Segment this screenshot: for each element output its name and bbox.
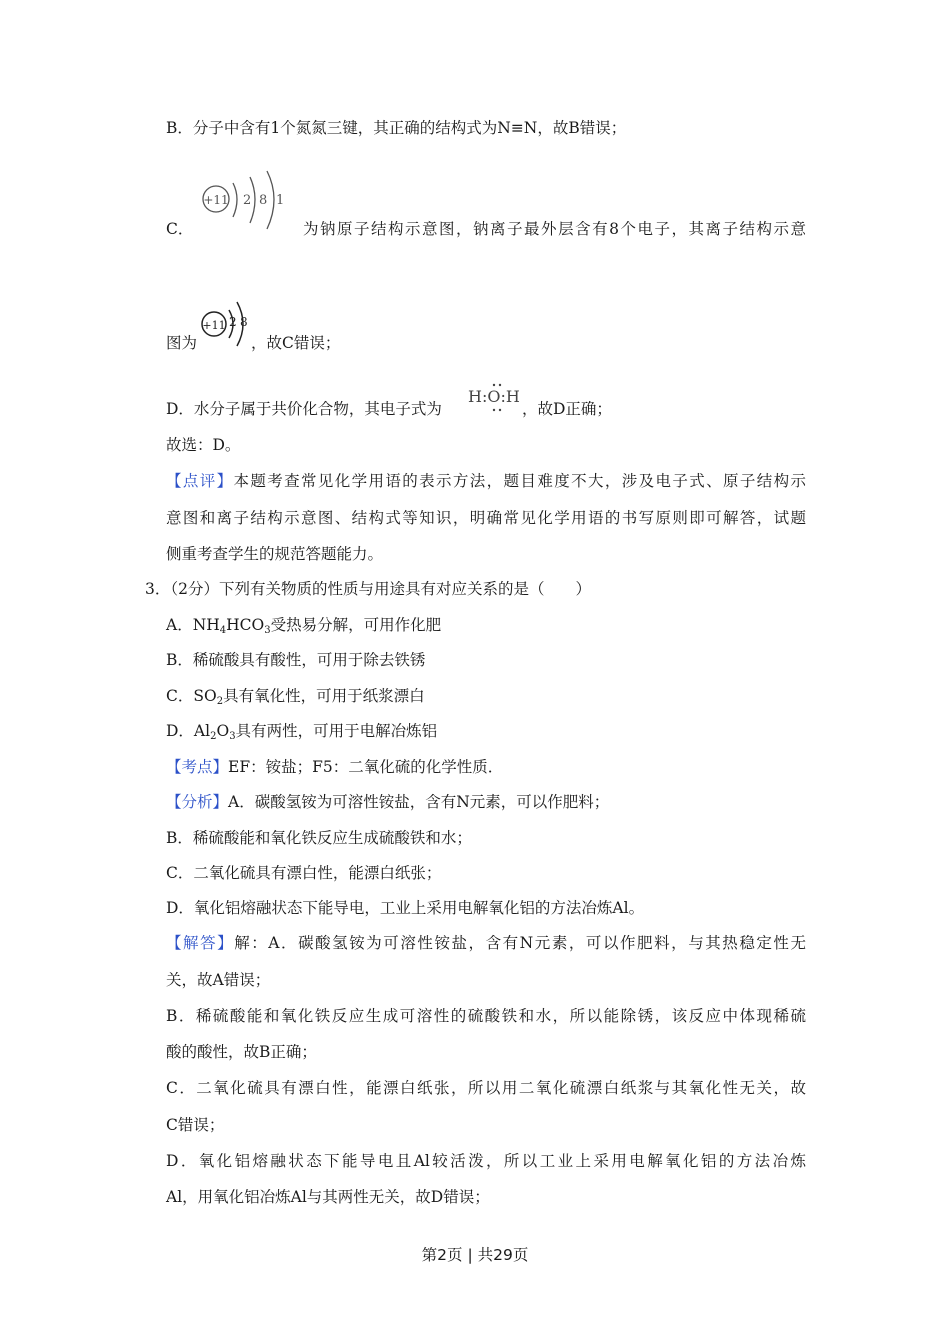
svg-text:8: 8	[240, 315, 248, 329]
svg-text:8: 8	[259, 193, 268, 208]
text-line: B．稀硫酸能和氧化铁反应生成硫酸铁和水；	[166, 829, 472, 847]
text: A．碳酸氢铵为可溶性铵盐，含有N元素，可以作肥料；	[228, 793, 610, 811]
svg-text:1: 1	[276, 193, 285, 208]
text-line: 为钠原子结构示意图，钠离子最外层含有8个电子，其离子结构示意	[303, 220, 806, 238]
svg-text:+11: +11	[202, 319, 226, 332]
text-line	[166, 332, 806, 354]
text: ，故C错误；	[251, 334, 341, 352]
text-line: C．二氧化硫具有漂白性，能漂白纸张；	[166, 864, 442, 882]
page-footer: 第2页 | 共29页	[421, 1246, 529, 1264]
text-line: B．稀硫酸能和氧化铁反应生成可溶性的硫酸铁和水，所以能除锈，该反应中体现稀硫	[166, 1007, 806, 1025]
svg-text:+11: +11	[203, 193, 229, 207]
svg-text:2: 2	[229, 315, 237, 329]
text-line: Al，用氧化铝冶炼Al与其两性无关，故D错误；	[166, 1188, 490, 1206]
comment-line	[166, 470, 806, 492]
text-line: 故选：D。	[166, 436, 241, 454]
text: 解：A．碳酸氢铵为可溶性铵盐，含有N元素，可以作肥料，与其热稳定性无	[234, 934, 806, 952]
text: 图为	[166, 334, 198, 352]
label: C．	[166, 220, 194, 238]
analysis-tag: 【分析】	[166, 793, 229, 811]
comment-tag: 【点评】	[166, 472, 234, 490]
svg-text:H:O:H: H:O:H	[468, 387, 520, 406]
option-d: D．$Al_2O_3$具有两性，可用于电解冶炼铝	[166, 722, 438, 742]
text: ，故D正确；	[521, 400, 612, 418]
text-line: B．分子中含有1个氮氮三键，其正确的结构式为N≡N，故B错误；	[166, 119, 627, 137]
text-line: C错误；	[166, 1116, 225, 1134]
text-line: 关，故A错误；	[166, 971, 271, 989]
solution-tag: 【解答】	[166, 934, 235, 952]
sodium-ion-diagram	[199, 296, 255, 348]
option-c: C．$SO_2$具有氧化性，可用于纸浆漂白	[166, 687, 425, 707]
sodium-atom-diagram	[195, 165, 295, 235]
text: EF：铵盐；F5：二氧化硫的化学性质．	[228, 758, 504, 776]
svg-text:2: 2	[243, 193, 252, 208]
kaodian-line	[166, 756, 806, 778]
option-a: A．$NH_4HCO_3$受热易分解，可用作化肥	[166, 616, 442, 636]
text: D．水分子属于共价化合物，其电子式为	[166, 400, 442, 418]
question-3: 3．（2分）下列有关物质的性质与用途具有对应关系的是（ ）	[145, 580, 591, 598]
water-electron-formula	[466, 380, 528, 414]
text-line: 酸的酸性，故B正确；	[166, 1043, 317, 1061]
kaodian-tag: 【考点】	[166, 758, 229, 776]
text-line: D．氧化铝熔融状态下能导电，工业上采用电解氧化铝的方法冶炼Al。	[166, 899, 645, 917]
analysis-line	[166, 791, 806, 813]
solution-line	[166, 932, 806, 954]
text-line: C．二氧化硫具有漂白性，能漂白纸张，所以用二氧化硫漂白纸浆与其氧化性无关，故	[166, 1079, 806, 1097]
text-line: D．氧化铝熔融状态下能导电且Al较活泼，所以工业上采用电解氧化铝的方法冶炼	[166, 1152, 806, 1170]
text-line: 侧重考查学生的规范答题能力。	[166, 545, 384, 563]
text: 本题考查常见化学用语的表示方法，题目难度不大，涉及电子式、原子结构示	[233, 472, 806, 490]
text-line: 意图和离子结构示意图、结构式等知识，明确常见化学用语的书写原则即可解答，试题	[166, 509, 806, 527]
option-b: B．稀硫酸具有酸性，可用于除去铁锈	[166, 651, 426, 669]
